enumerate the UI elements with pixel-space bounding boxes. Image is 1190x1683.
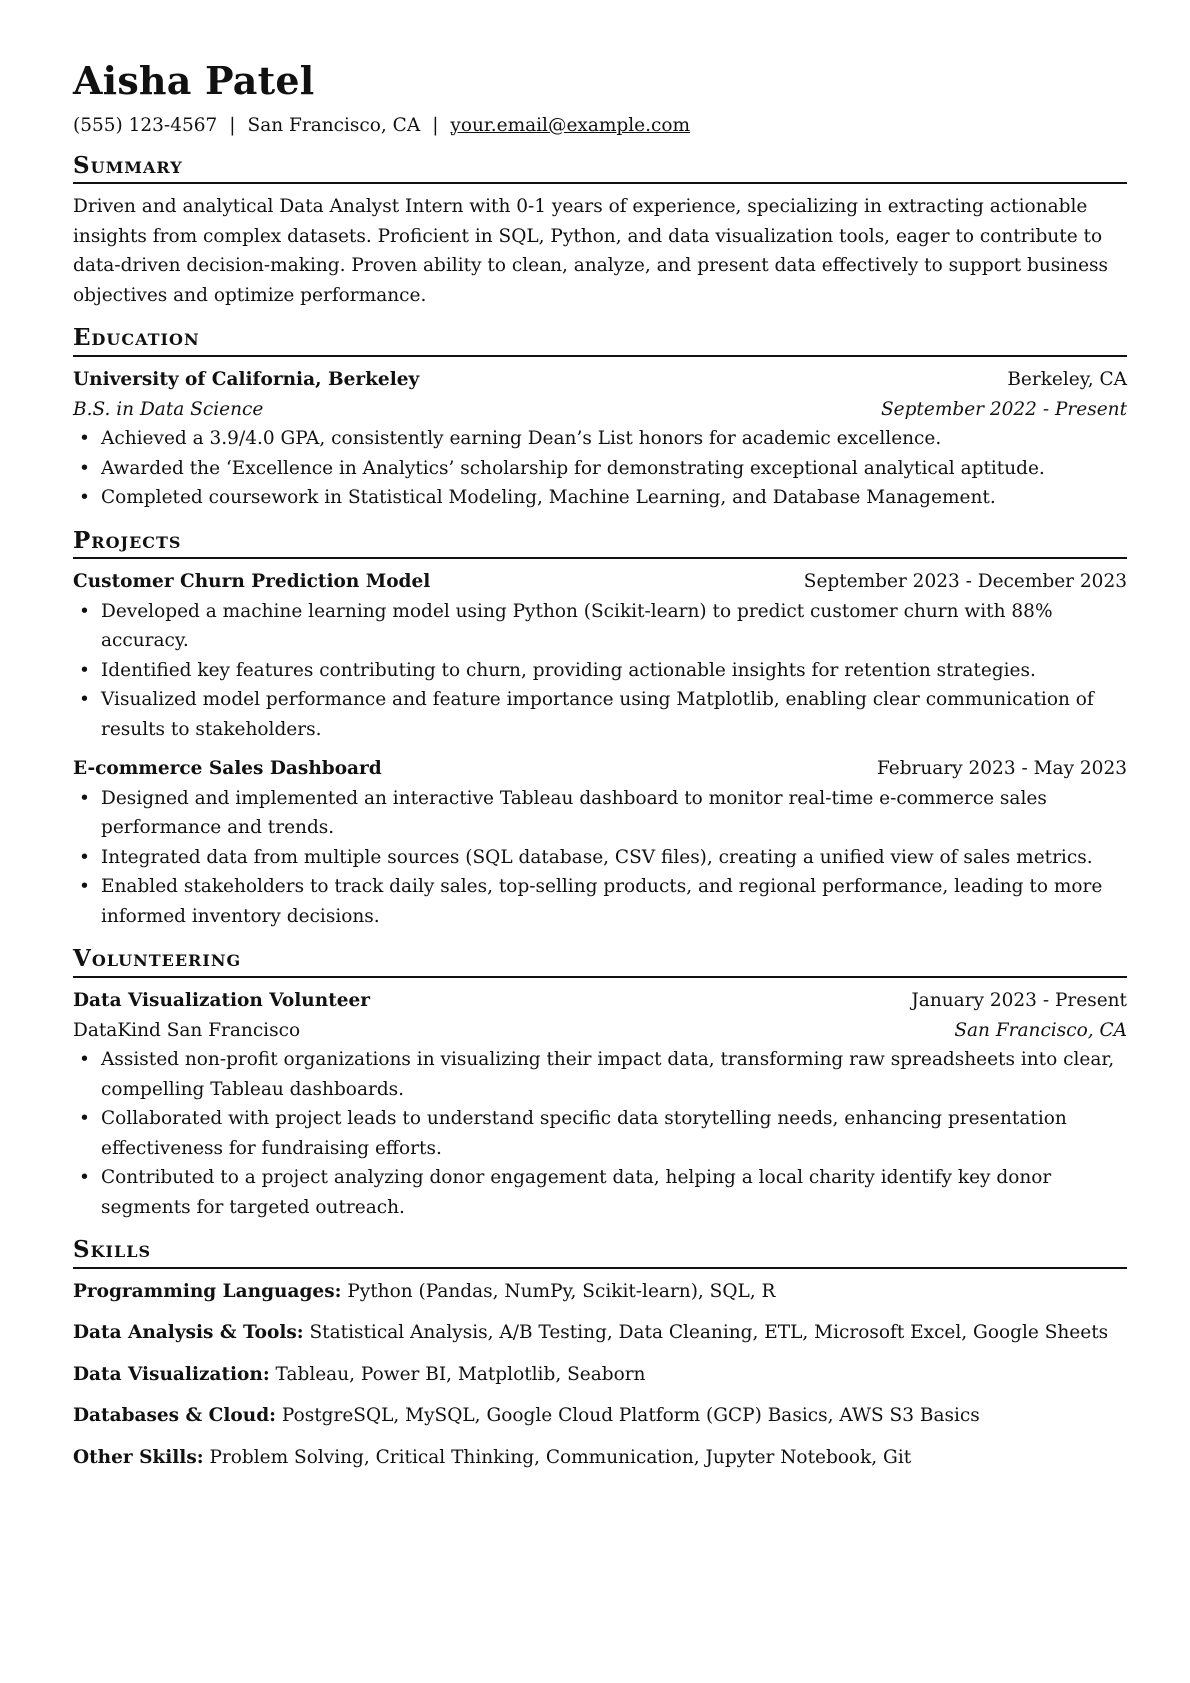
list-item: • Awarded the ‘Excellence in Analytics’ scholarship for demonstrating exceptional analytical aptitude. [73,454,1127,484]
project-dates: February 2023 - May 2023 [876,758,1127,780]
skill-row [73,1360,1127,1390]
list-item: • Developed a machine learning model using Python (Scikit-learn) to predict customer churn with 88% accuracy. [73,597,1127,656]
skill-label: Databases & Cloud: [73,1405,276,1427]
bullet-icon: • [79,876,90,898]
contact-separator: | [432,114,439,136]
list-item: • Contributed to a project analyzing donor engagement data, helping a local charity identify key donor segments for targeted outreach. [73,1163,1127,1222]
skill-label: Other Skills: [73,1446,204,1468]
volunteer-dates: January 2023 - Present [911,990,1127,1012]
degree: B.S. in Data Science [73,398,264,420]
contact-line [73,114,1127,138]
contact-separator: | [229,114,236,136]
bullet-icon: • [79,846,90,868]
skill-row [73,1401,1127,1431]
project-bullets [73,784,1127,932]
project-dates: September 2023 - December 2023 [803,571,1127,593]
candidate-name: Aisha Patel [73,58,315,103]
skill-value: PostgreSQL, MySQL, Google Cloud Platform (GCP) Basics, AWS S3 Basics [281,1405,980,1427]
school-location: Berkeley, CA [1007,369,1127,391]
resume-page [73,58,1127,1484]
bullet-icon: • [79,457,90,479]
project-name: E-commerce Sales Dashboard [73,758,382,780]
education-bullets [73,424,1127,513]
bullet-icon: • [79,487,90,509]
list-item: • Completed coursework in Statistical Modeling, Machine Learning, and Database Management. [73,483,1127,513]
bullet-icon: • [79,1108,90,1130]
email-link[interactable]: your.email@example.com [450,114,691,136]
education-heading: Education [73,324,1127,357]
volunteer-bullets [73,1045,1127,1222]
volunteering-entry [73,986,1127,1222]
bullet-icon: • [79,1049,90,1071]
project-entry [73,754,1127,931]
list-item: • Visualized model performance and feature importance using Matplotlib, enabling clear communication of results to stakeholders. [73,685,1127,744]
bullet-icon: • [79,689,90,711]
education-entry [73,365,1127,513]
project-entry [73,567,1127,744]
summary-heading: Summary [73,152,1127,185]
bullet-icon: • [79,600,90,622]
list-item: • Collaborated with project leads to understand specific data storytelling needs, enhancing presentation effectiveness for fundraising efforts. [73,1104,1127,1163]
list-item: • Enabled stakeholders to track daily sales, top-selling products, and regional performance, leading to more informed inventory decisions. [73,872,1127,931]
summary-text: Driven and analytical Data Analyst Intern with 0-1 years of experience, specializing in extracting actionable insights from complex datasets. Proficient in SQL, Python, and data visualization tools, eager to contribute to data-driven decision-making. Proven ability to clean, analyze, and present data effectively to support business objectives and optimize performance. [73,196,1109,306]
volunteer-org: DataKind San Francisco [73,1019,301,1041]
bullet-icon: • [79,659,90,681]
projects-heading: Projects [73,527,1127,560]
skill-label: Data Analysis & Tools: [73,1322,304,1344]
skill-label: Data Visualization: [73,1363,270,1385]
skill-value: Tableau, Power BI, Matplotlib, Seaborn [275,1363,646,1385]
skill-row [73,1318,1127,1348]
education-dates: September 2022 - Present [880,398,1127,420]
volunteer-location: San Francisco, CA [954,1019,1127,1041]
project-name: Customer Churn Prediction Model [73,571,431,593]
list-item: • Designed and implemented an interactive Tableau dashboard to monitor real-time e-commerce sales performance and trends. [73,784,1127,843]
skills-heading: Skills [73,1236,1127,1269]
bullet-icon: • [79,1167,90,1189]
skill-value: Statistical Analysis, A/B Testing, Data Cleaning, ETL, Microsoft Excel, Google Sheets [309,1322,1109,1344]
skill-label: Programming Languages: [73,1280,342,1302]
school-name: University of California, Berkeley [73,369,420,391]
project-bullets [73,597,1127,745]
skill-value: Python (Pandas, NumPy, Scikit-learn), SQL, R [347,1280,776,1302]
list-item: • Integrated data from multiple sources (SQL database, CSV files), creating a unified view of sales metrics. [73,843,1127,873]
location: San Francisco, CA [247,114,421,136]
skill-row [73,1443,1127,1473]
bullet-icon: • [79,787,90,809]
skill-value: Problem Solving, Critical Thinking, Communication, Jupyter Notebook, Git [209,1446,912,1468]
volunteering-heading: Volunteering [73,945,1127,978]
volunteer-role: Data Visualization Volunteer [73,990,371,1012]
bullet-icon: • [79,428,90,450]
phone-number: (555) 123-4567 [73,114,218,136]
skill-row [73,1277,1127,1307]
list-item: • Identified key features contributing to churn, providing actionable insights for retention strategies. [73,656,1127,686]
list-item: • Assisted non-profit organizations in visualizing their impact data, transforming raw spreadsheets into clear, compelling Tableau dashboards. [73,1045,1127,1104]
list-item: • Achieved a 3.9/4.0 GPA, consistently earning Dean’s List honors for academic excellence. [73,424,1127,454]
